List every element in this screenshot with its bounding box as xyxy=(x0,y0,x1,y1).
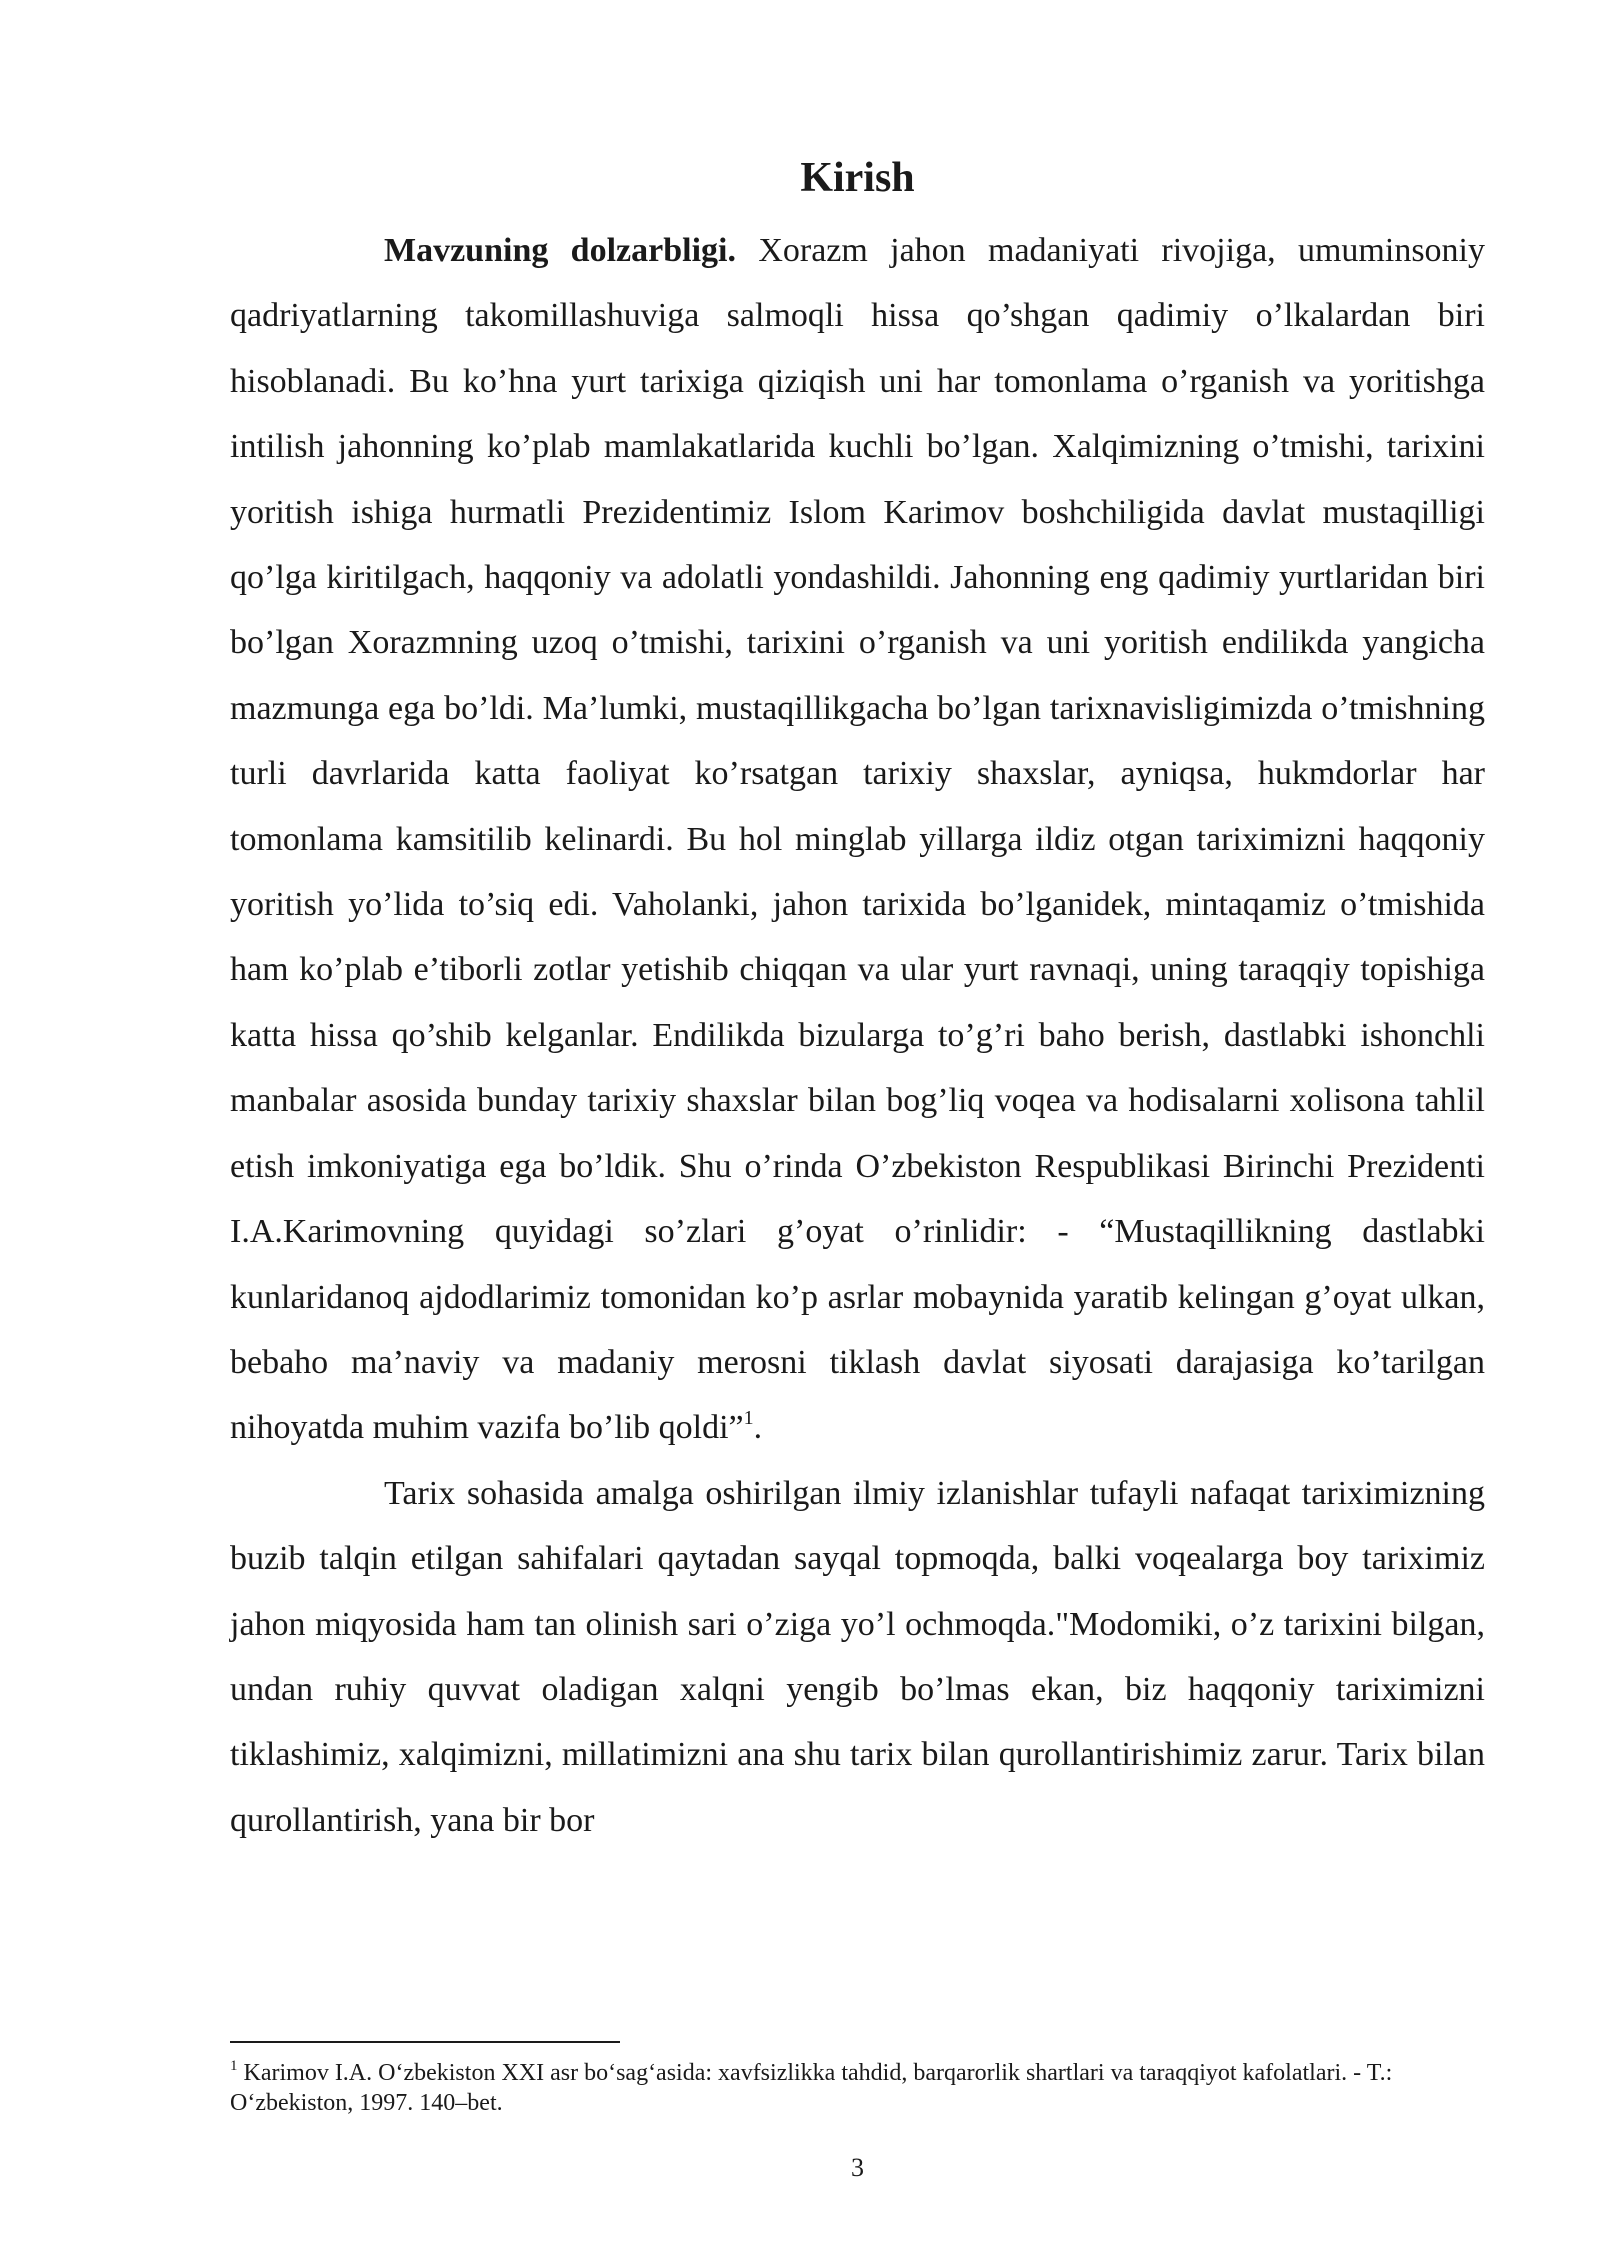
footnote-number: 1 xyxy=(230,2058,238,2074)
paragraph-relevance xyxy=(230,218,1485,1461)
footnote xyxy=(230,2058,1485,2118)
section-lead: Mavzuning dolzarbligi. xyxy=(384,232,736,269)
page-title: Kirish xyxy=(800,155,915,201)
footnote-text: Karimov I.A. O‘zbekiston XXI asr bo‘sag‘asida: xavfsizlikka tahdid, barqarorlik shartlari va taraqqiyot kafolatlari. - T.: O‘zbekiston, 1997. 140–bet. xyxy=(230,2060,1393,2116)
page-number: 3 xyxy=(851,2153,864,2182)
footnote-reference[interactable]: 1 xyxy=(743,1407,754,1430)
paragraph-history: Tarix sohasida amalga oshirilgan ilmiy izlanishlar tufayli nafaqat tariximizning buzib talqin etilgan sahifalari qaytadan sayqal topmoqda, balki voqealarga boy tariximiz jahon miqyosida ham tan olinish sari o’ziga yo’l ochmoqda."Modomiki, o’z tarixini bilgan, undan ruhiy quvvat oladigan xalqni yengib bo’lmas ekan, biz haqqoniy tariximizni tiklashimiz, xalqimizni, millatimizni ana shu tarix bilan qurollantirishimiz zarur. Tarix bilan qurollantirish, yana bir bor xyxy=(230,1474,1485,1839)
body-text xyxy=(230,218,1485,1853)
paragraph-relevance-end: . xyxy=(753,1409,763,1447)
footnote-divider xyxy=(230,2041,620,2043)
paragraph-relevance-text: Xorazm jahon madaniyati rivojiga, umuminsoniy qadriyatlarning takomillashuviga salmoqli hissa qo’shgan qadimiy o’lkalardan biri hisoblanadi. Bu ko’hna yurt tarixiga qiziqish uni har tomonlama o’rganish va yoritishga intilish jahonning ko’plab mamlakatlarida kuchli bo’lgan. Xalqimizning o’tmishi, tarixini yoritish ishiga hurmatli Prezidentimiz Islom Karimov boshchiligida davlat mustaqilligi qo’lga kiritilgach, haqqoniy va adolatli yondashildi. Jahonning eng qadimiy yurtlaridan biri bo’lgan Xorazmning uzoq o’tmishi, tarixini o’rganish va uni yoritish endilikda yangicha mazmunga ega bo’ldi. Ma’lumki, mustaqillikgacha bo’lgan tarixnavisligimizda o’tmishning turli davrlarida katta faoliyat ko’rsatgan tarixiy shaxslar, ayniqsa, hukmdorlar har tomonlama kamsitilib kelinardi. Bu hol minglab yillarga ildiz otgan tariximizni haqqoniy yoritish yo’lida to’siq edi. Vaholanki, jahon tarixida bo’lganidek, mintaqamiz o’tmishida ham ko’plab e’tiborli zotlar yetishib chiqqan va ular yurt ravnaqi, uning taraqqiy topishiga katta hissa qo’shib kelganlar. Endilikda bizularga to’g’ri baho berish, dastlabki ishonchli manbalar asosida bunday tarixiy shaxslar bilan bog’liq voqea va hodisalarni xolisona tahlil etish imkoniyatiga ega bo’ldik. Shu o’rinda O’zbekiston Respublikasi Birinchi Prezidenti I.A.Karimovning quyidagi so’zlari g’oyat o’rinlidir: - “Mustaqillikning dastlabki kunlaridanoq ajdodlarimiz tomonidan ko’p asrlar mobaynida yaratib kelingan g’oyat ulkan, bebaho ma’naviy va madaniy merosni tiklash davlat siyosati darajasiga ko’tarilgan nihoyatda muhim vazifa bo’lib qoldi” xyxy=(230,232,1486,1447)
